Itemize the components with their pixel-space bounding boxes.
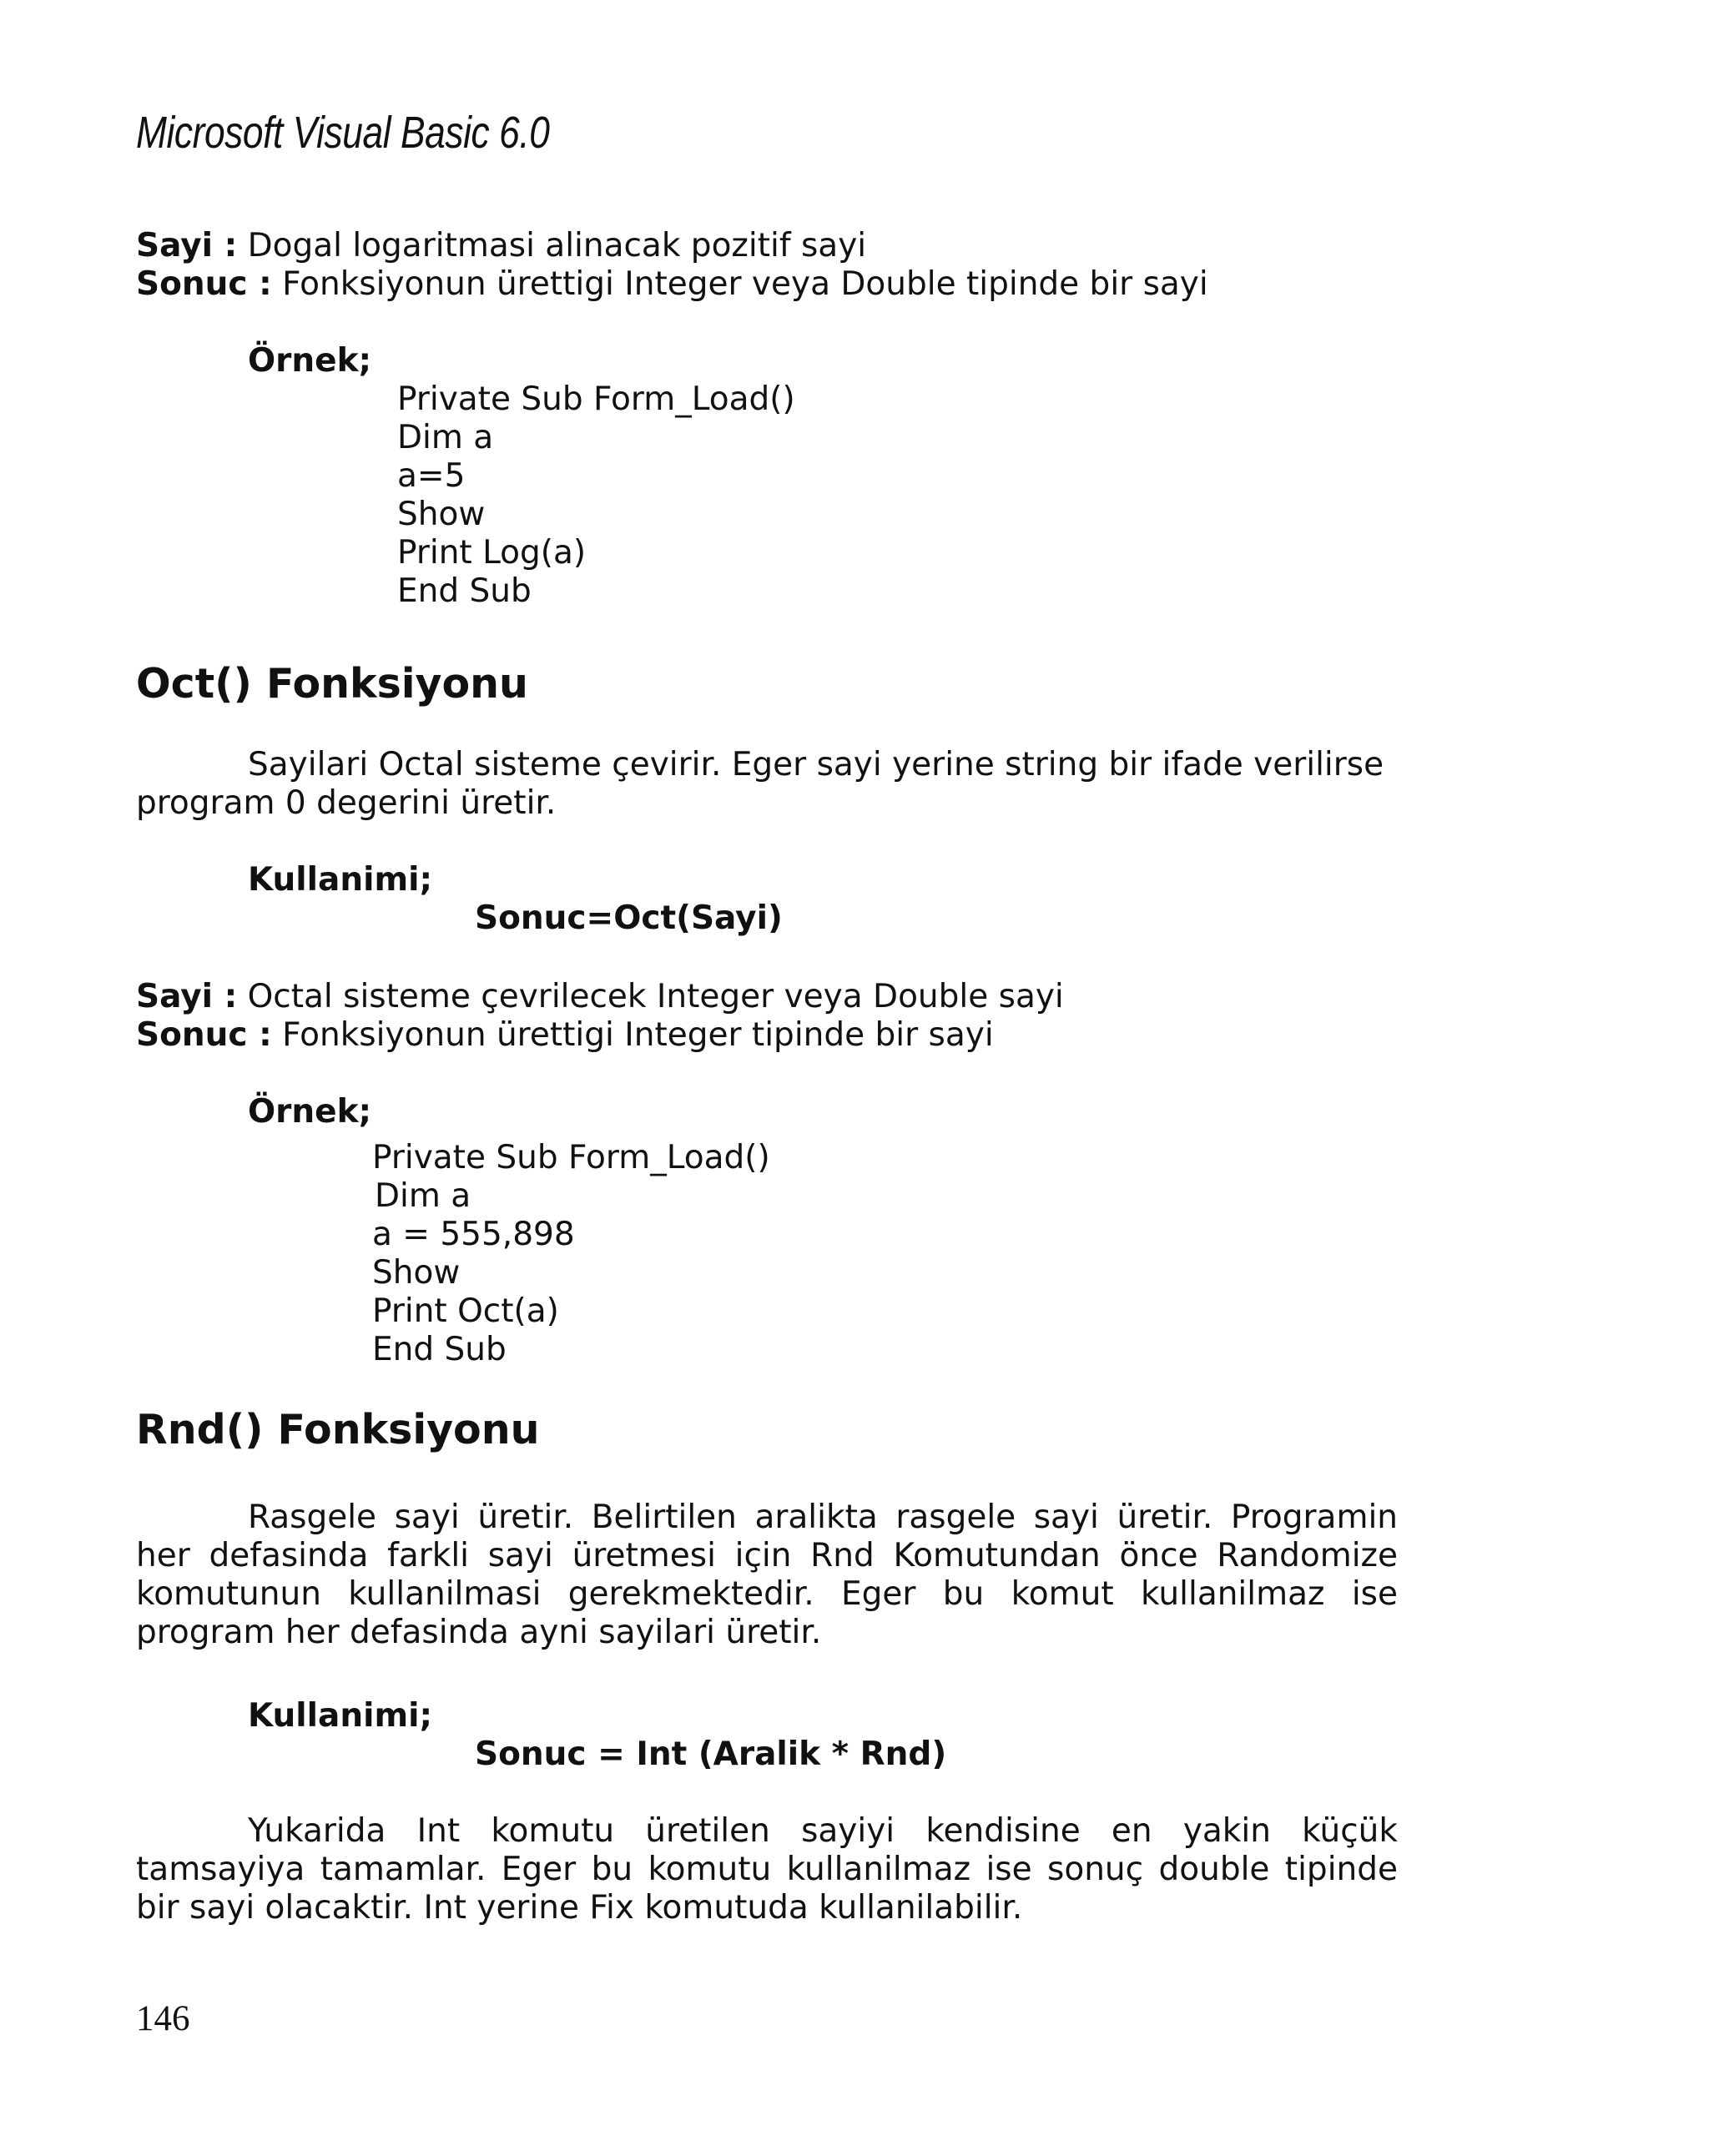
code-line: a=5 [397,457,466,495]
param-label: Sonuc : [136,265,272,303]
code-line: Show [397,496,486,533]
param-text: Octal sisteme çevrilecek Integer veya Double sayi [237,978,1064,1015]
param-label: Sayi : [136,978,238,1015]
code-line: Print Log(a) [397,534,587,572]
running-head: Microsoft Visual Basic 6.0 [136,108,550,158]
param-text: Dogal logaritmasi alinacak pozitif sayi [237,227,867,264]
oct-description: Sayilari Octal sisteme çevirir. Eger sayi yerine string bir ifade verilirse program 0 degerini üretir. [136,746,1384,822]
param-label: Sayi : [136,227,238,264]
code-line: Show [372,1254,461,1292]
code-line: a = 555,898 [372,1216,575,1253]
code-line: End Sub [372,1331,507,1368]
rnd-description: Rasgele sayi üretir. Belirtilen aralikta rasgele sayi üretir. Programin her defasinda farkli sayi üretmesi için Rnd Komutundan önce Randomize komutunun kullanilmasi gerekmektedir. Eger bu komut kullanilmaz ise program her defasinda ayni sayilari üretir. [136,1499,1398,1651]
rnd-usage-syntax: Sonuc = Int (Aralik * Rnd) [475,1735,947,1773]
code-line: Print Oct(a) [372,1292,559,1330]
log-param-sonuc [136,265,1208,304]
param-text: Fonksiyonun ürettigi Integer tipinde bir sayi [271,1016,994,1054]
oct-param-sonuc [136,1016,994,1055]
log-example-label: Örnek; [248,342,372,380]
code-line: Dim a [375,1177,471,1215]
code-line: End Sub [397,572,532,610]
oct-example-label: Örnek; [248,1093,372,1131]
log-code-block [397,380,795,611]
code-line: Private Sub Form_Load() [372,1139,770,1176]
oct-code-block [372,1139,770,1369]
log-param-sayi [136,227,866,265]
param-text: Fonksiyonun ürettigi Integer veya Double tipinde bir sayi [271,265,1208,303]
oct-usage-label: Kullanimi; [248,861,433,899]
param-label: Sonuc : [136,1016,272,1054]
code-line: Private Sub Form_Load() [397,380,795,418]
rnd-heading: Rnd() Fonksiyonu [136,1406,540,1453]
page-number: 146 [136,1999,190,2038]
rnd-usage-label: Kullanimi; [248,1697,433,1735]
code-line: Dim a [397,419,494,456]
oct-heading: Oct() Fonksiyonu [136,660,528,708]
rnd-note: Yukarida Int komutu üretilen sayiyi kendisine en yakin küçük tamsayiya tamamlar. Eger bu komutu kullanilmaz ise sonuç double tipinde bir sayi olacaktir. Int yerine Fix komutuda kullanilabilir. [136,1812,1398,1927]
oct-param-sayi [136,978,1064,1016]
oct-usage-syntax: Sonuc=Oct(Sayi) [475,899,783,937]
